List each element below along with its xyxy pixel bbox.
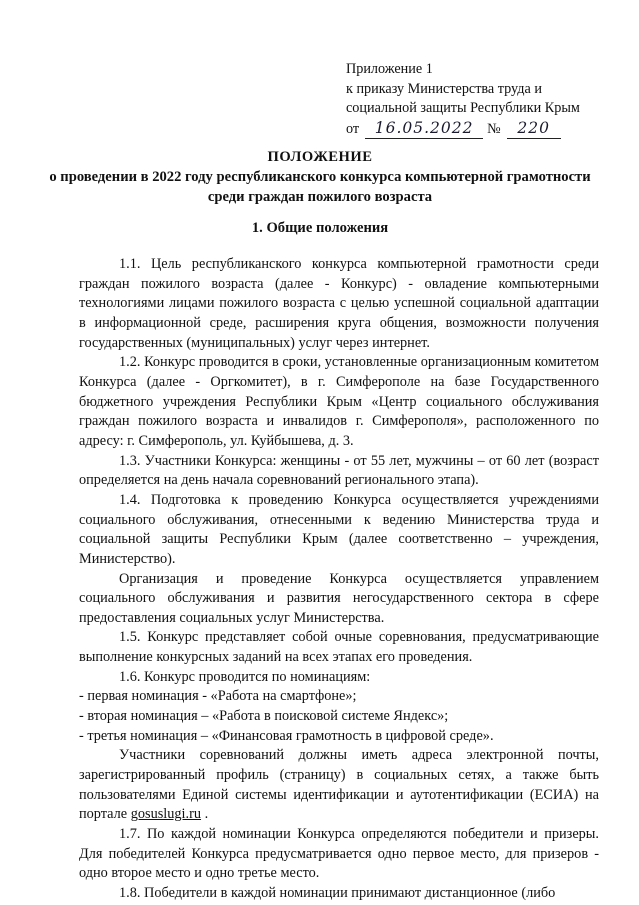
order-number-handwritten: 220 (517, 118, 550, 137)
order-number-field (507, 119, 561, 139)
section-1-heading: 1. Общие положения (251, 220, 389, 236)
paragraph-1-3: 1.3. Участники Конкурса: женщины - от 55 лет, мужчины – от 60 лет (возраст определяется на день начала соревнований регионального этапа). (79, 452, 599, 489)
paragraph-1-4-organization: Организация и проведение Конкурса осуществляется управлением социального обслуживания и развития негосударственного сектора в сфере предоставления социальных услуг Министерства. (79, 570, 599, 626)
document-title: ПОЛОЖЕНИЕ (267, 149, 373, 165)
paragraph-1-4: 1.4. Подготовка к проведению Конкурса осуществляется учреждениями социального обслуживания, отнесенными к ведению Министерства труда и социальной защиты Республики Крым (далее соответственно – учреждения, Министерство). (79, 491, 599, 567)
document-body (79, 255, 599, 904)
gosuslugi-link[interactable]: gosuslugi.ru (130, 806, 202, 823)
requirements-text: Участники соревнований должны иметь адреса электронной почты, зарегистрированный профиль (страницу) в социальных сетях, а также быть пользователями Единой системы идентификации и аутотентификации (ЕСИА) на портале (79, 747, 599, 823)
number-symbol: № (487, 120, 501, 137)
appendix-line-1: Приложение 1 (346, 61, 433, 77)
nomination-1: - первая номинация - «Работа на смартфоне»; (79, 688, 357, 705)
appendix-block (346, 60, 616, 140)
paragraph-1-5: 1.5. Конкурс представляет собой очные соревнования, предусматривающие выполнение конкурсных заданий на всех этапах его проведения. (79, 629, 599, 666)
paragraph-1-8: 1.8. Победители в каждой номинации принимают дистанционное (либо (119, 885, 556, 901)
order-date-field (365, 119, 483, 139)
order-date-number-line (346, 119, 616, 140)
date-prefix: от (346, 120, 360, 137)
paragraph-1-6: 1.6. Конкурс проводится по номинациям: (119, 668, 371, 685)
paragraph-1-1: 1.1. Цель республиканского конкурса компьютерной грамотности среди граждан пожилого возраста (далее - Конкурс) - овладение компьютерными технологиями лицами пожилого возраста с целью успешной социальной адаптации в информационной среде, расширения круга общения, возможности получения государственных (муниципальных) услуг через интернет. (79, 256, 599, 351)
paragraph-1-2: 1.2. Конкурс проводится в сроки, установленные организационным комитетом Конкурса (далее - Оргкомитет), в г. Симферополе на базе Государственного бюджетного учреждения Республики Крым «Центр социального обслуживания граждан пожилого возраста и инвалидов г. Симферополя», расположенного по адресу: г. Симферополь, ул. Куйбышева, д. 3. (79, 354, 599, 449)
nomination-2: - вторая номинация – «Работа в поисковой системе Яндекс»; (79, 708, 449, 725)
order-date-handwritten: 16.05.2022 (374, 118, 474, 137)
appendix-line-2: к приказу Министерства труда и (346, 80, 542, 97)
nomination-3: - третья номинация – «Финансовая грамотность в цифровой среде». (79, 727, 494, 744)
document-subtitle: о проведении в 2022 году республиканского конкурса компьютерной грамотности среди граждан пожилого возраста (49, 169, 591, 205)
paragraph-1-7: 1.7. По каждой номинации Конкурса определяются победители и призеры. Для победителей Конкурса предусматривается одно первое место, для призеров - одно второе место и одно третье место. (79, 826, 599, 882)
requirements-end: . (201, 806, 209, 823)
paragraph-1-6-requirements (79, 746, 599, 825)
appendix-line-3: социальной защиты Республики Крым (346, 100, 580, 116)
